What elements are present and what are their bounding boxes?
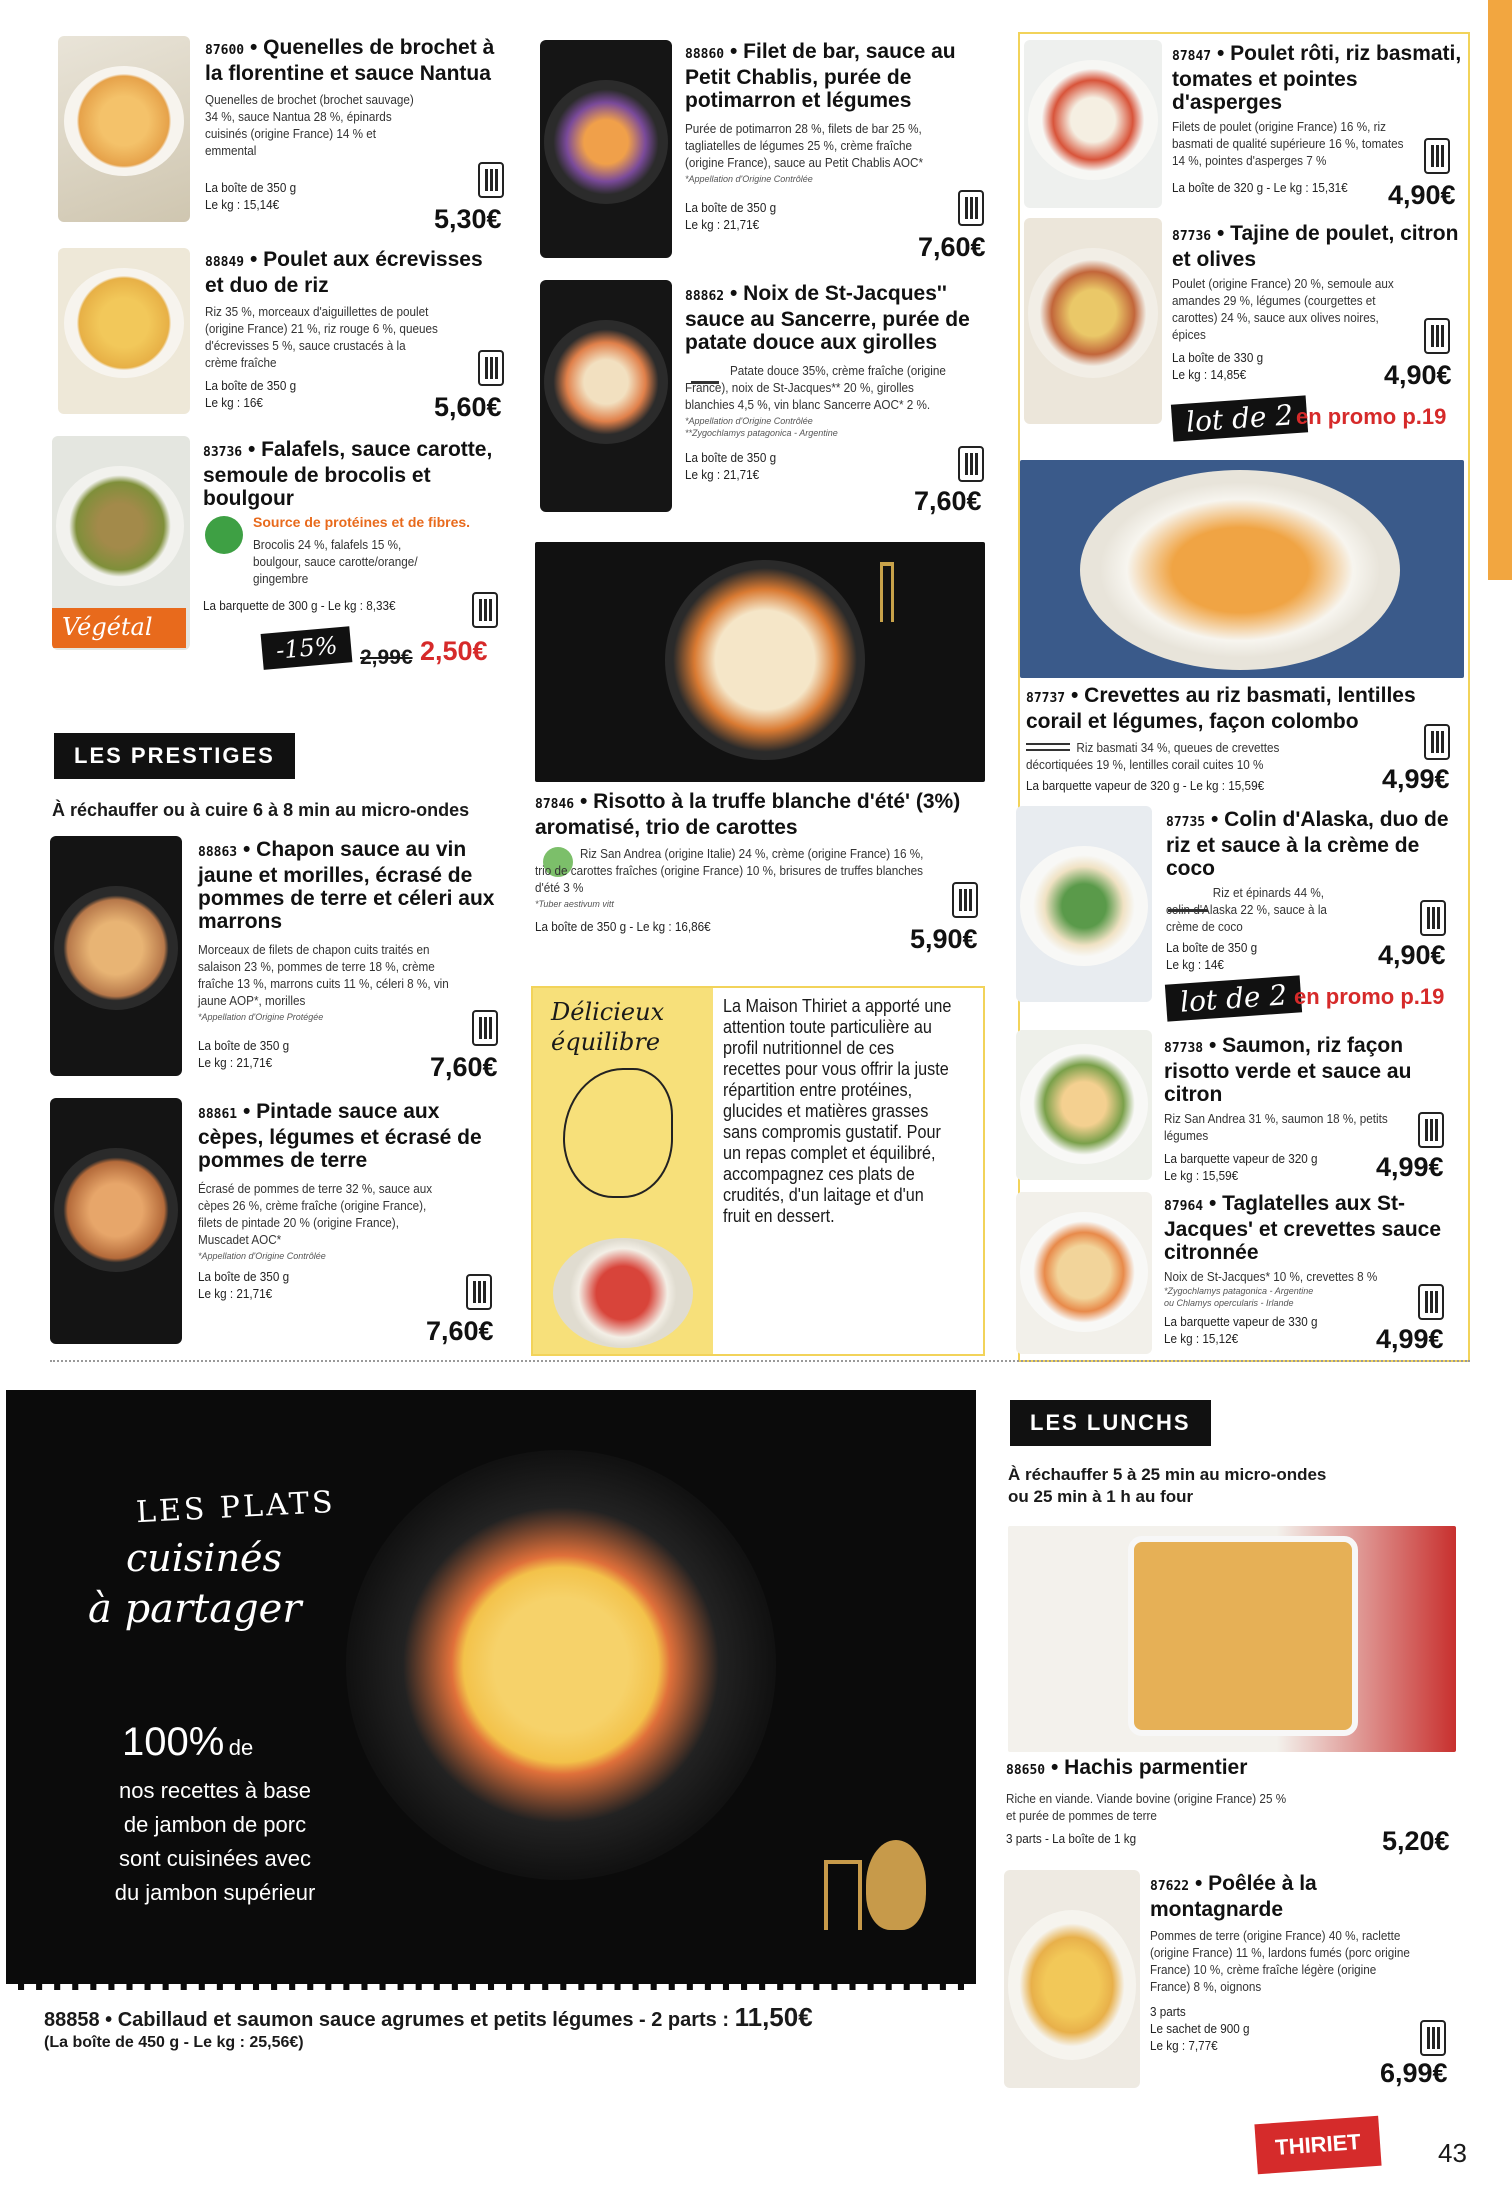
footnote: *Appellation d'Origine Protégée <box>198 1012 324 1022</box>
product-name: Quenelles de brochet à la florentine et sauce Nantua <box>205 36 495 85</box>
product-description: Écrasé de pommes de terre 32 %, sauce aux cèpes 26 %, crème fraîche (origine France), filets de pintade 20 % (origine France), Muscadet AOC* <box>198 1181 433 1247</box>
product-code: 87622 <box>1150 1879 1190 1894</box>
spoon-icon <box>866 1840 926 1930</box>
banner-text-line: sont cuisinées avec <box>119 1846 311 1871</box>
footnote: ou Chlamys opercularis - Irlande <box>1164 1298 1294 1308</box>
product-code: 87737 <box>1026 691 1066 706</box>
product-87847: 87847 • Poulet rôti, riz basmati, tomates et pointes d'asperges Filets de poulet (origine France) 16 %, riz basmati de qualité supérieure 16 %, tomates 14 %, pointes d'asperges 7 % La boîte de 320 g - Le kg : 15,31€ <box>1172 42 1462 195</box>
banner-caption-detail: (La boîte de 450 g - Le kg : 25,56€) <box>44 2034 304 2051</box>
product-code: 87738 <box>1164 1041 1204 1056</box>
thiriet-logo: THIRIET <box>1254 2116 1381 2175</box>
product-photo-st-jacques <box>540 280 672 512</box>
product-88861: 88861 • Pintade sauce aux cèpes, légumes et écrasé de pommes de terre Écrasé de pommes de terre 32 %, sauce aux cèpes 26 %, crème fraîche (origine France), filets de pintade 20 % (origine France), Muscadet AOC* *Appellation d'Origine Contrôlée La boîte de 350 g Le kg : 21,71€ <box>198 1100 508 1302</box>
product-weight: La boîte de 350 g <box>685 200 777 215</box>
product-photo-pintade <box>50 1098 182 1344</box>
product-price: 5,20€ <box>1382 1826 1450 1856</box>
product-code: 88862 <box>685 289 725 304</box>
product-name: Pintade sauce aux cèpes, légumes et écrasé de pommes de terre <box>198 1100 482 1172</box>
banner-photo-cabillaud <box>346 1450 776 1880</box>
microwave-icon <box>1420 2020 1446 2056</box>
product-price: 7,60€ <box>430 1052 498 1082</box>
product-price: 4,99€ <box>1376 1152 1444 1182</box>
script-heading: équilibre <box>551 1028 661 1056</box>
product-description: Pommes de terre (origine France) 40 %, raclette (origine France) 11 %, lardons fumés (porc origine France) 10 %, crème fraîche légère (origine France) 8 %, oignons <box>1150 1928 1410 1994</box>
microwave-icon <box>958 190 984 226</box>
product-description: Riche en viande. Viande bovine (origine France) 25 % <box>1006 1791 1287 1806</box>
product-photo-filet-de-bar <box>540 40 672 258</box>
product-name: Taglatelles aux St-Jacques' et crevettes sauce citronnée <box>1164 1192 1441 1264</box>
product-name: Noix de St-Jacques'' sauce au Sancerre, purée de patate douce aux girolles <box>685 282 970 354</box>
product-description: et purée de pommes de terre <box>1006 1808 1157 1823</box>
product-code: 87736 <box>1172 229 1212 244</box>
product-price: 2,50€ <box>420 636 488 666</box>
product-weight: La boîte de 350 g - Le kg : 16,86€ <box>535 919 711 934</box>
fork-icon <box>824 1860 862 1930</box>
product-price-per-kg: Le kg : 21,71€ <box>685 217 760 232</box>
microwave-icon <box>1424 138 1450 174</box>
product-name: Hachis parmentier <box>1064 1756 1248 1779</box>
microwave-icon <box>1418 1112 1444 1148</box>
product-price-per-kg: Le kg : 14,85€ <box>1172 367 1247 382</box>
product-photo-quenelles <box>58 36 190 222</box>
product-code: 88861 <box>198 1107 238 1122</box>
product-photo-taglatelles <box>1016 1192 1152 1354</box>
old-price: 2,99€ <box>360 646 413 669</box>
footnote: *Zygochlamys patagonica - Argentine <box>1164 1286 1314 1296</box>
product-code: 88650 <box>1006 1763 1046 1778</box>
product-name: Chapon sauce au vin jaune et morilles, écrasé de pommes de terre et céleri aux marrons <box>198 838 495 933</box>
product-price-per-kg: Le kg : 21,71€ <box>685 467 760 482</box>
footnote: *Appellation d'Origine Contrôlée <box>685 416 813 426</box>
product-price-per-kg: Le kg : 15,14€ <box>205 197 280 212</box>
product-weight: La boîte de 350 g <box>198 1269 290 1284</box>
product-description: Brocolis 24 %, falafels 15 %, boulgour, sauce carotte/orange/ gingembre <box>253 537 418 586</box>
product-code: 83736 <box>203 445 243 460</box>
script-heading: Délicieux <box>551 998 665 1026</box>
footnote: *Appellation d'Origine Contrôlée <box>198 1251 326 1261</box>
product-weight: La boîte de 330 g <box>1172 350 1264 365</box>
product-description: Poulet (origine France) 20 %, semoule aux amandes 29 %, légumes (courgettes et carottes) 24 %, sauce aux olives noires, épices <box>1172 276 1394 342</box>
discount-badge: -15% <box>261 626 353 670</box>
product-price: 4,90€ <box>1384 360 1452 390</box>
product-87846: 87846 • Risotto à la truffe blanche d'été' (3%) aromatisé, trio de carottes Riz San Andrea (origine Italie) 24 %, crème (origine France) 16 %, trio de carottes fraîches (origine France) 10 %, brisures de truffes blanches d'été 3 % *Tuber aestivum vitt La boîte de 350 g - Le kg : 16,86€ <box>535 790 985 935</box>
lot-de-2-badge: lot de 2 <box>1165 975 1302 1021</box>
banner-text-line: de jambon de porc <box>123 1812 307 1837</box>
product-88849: 88849 • Poulet aux écrevisses et duo de riz Riz 35 %, morceaux d'aiguillettes de poulet (origine France) 21 %, riz rouge 6 %, queues d'écrevisses 5 %, sauce crustacés à la crème fraîche La boîte de 350 g Le kg : 16€ <box>205 248 483 410</box>
product-code: 88860 <box>685 47 725 62</box>
footnote: *Appellation d'Origine Contrôlée <box>685 174 813 184</box>
product-88863: 88863 • Chapon sauce au vin jaune et morilles, écrasé de pommes de terre et céleri aux marrons Morceaux de filets de chapon cuits traités en salaison 23 %, pommes de terre 18 %, crème fraîche 13 %, marrons cuits 11 %, céleri 8 %, vin jaune AOP*, morilles *Appellation d'Origine Protégée La boîte de 350 g Le kg : 21,71€ <box>198 838 508 1071</box>
product-weight: Le sachet de 900 g <box>1150 2021 1250 2036</box>
product-weight: La boîte de 320 g - Le kg : 15,31€ <box>1172 180 1348 195</box>
microwave-icon <box>958 446 984 482</box>
product-87737: 87737 • Crevettes au riz basmati, lentilles corail et légumes, façon colombo Riz basmati 34 %, queues de crevettes décortiquées 19 %, lentilles corail cuites 10 % La barquette vapeur de 320 g - Le kg : 15,59€ <box>1026 684 1466 794</box>
protein-source-label: Source de protéines et de fibres. <box>253 514 471 530</box>
product-photo-tajine <box>1024 218 1162 424</box>
banner-text-line: du jambon supérieur <box>114 1880 316 1905</box>
footnote: *Tuber aestivum vitt <box>535 899 614 909</box>
product-87738: 87738 • Saumon, riz façon risotto verde et sauce au citron Riz San Andrea 31 %, saumon 18 %, petits légumes La barquette vapeur de 320 g Le kg : 15,59€ <box>1164 1034 1464 1184</box>
product-photo-saumon <box>1016 1030 1152 1180</box>
product-price: 4,99€ <box>1382 764 1450 794</box>
product-code: 87964 <box>1164 1199 1204 1214</box>
product-description: Morceaux de filets de chapon cuits traités en salaison 23 %, pommes de terre 18 %, crème fraîche 13 %, marrons cuits 11 %, céleri 8 %, vin jaune AOP*, morilles <box>198 942 449 1008</box>
product-description: Riz basmati 34 %, queues de crevettes décortiquées 19 %, lentilles corail cuites 10 % <box>1026 740 1280 772</box>
vegetal-badge: Végétal <box>52 608 186 648</box>
product-weight: La boîte de 350 g <box>685 450 777 465</box>
footnote: **Zygochlamys patagonica - Argentine <box>685 428 838 438</box>
product-code: 88849 <box>205 255 245 270</box>
product-code: 87846 <box>535 797 575 812</box>
product-weight: La barquette vapeur de 320 g - Le kg : 15,59€ <box>1026 778 1265 793</box>
product-weight: 3 parts - La boîte de 1 kg <box>1006 1831 1137 1846</box>
product-name: Crevettes au riz basmati, lentilles corail et légumes, façon colombo <box>1026 684 1416 733</box>
product-price: 4,90€ <box>1378 940 1446 970</box>
product-photo-colin <box>1016 806 1152 1002</box>
microwave-icon <box>1420 900 1446 936</box>
banner-title-line3: à partager <box>88 1586 302 1632</box>
banner-text-line: nos recettes à base <box>118 1778 311 1803</box>
product-price-per-kg: Le kg : 7,77€ <box>1150 2038 1218 2053</box>
product-photo-chapon <box>50 836 182 1076</box>
product-weight: La boîte de 350 g <box>198 1038 290 1053</box>
product-price: 7,60€ <box>914 486 982 516</box>
product-code: 87600 <box>205 43 245 58</box>
product-name: Poêlée à la montagnarde <box>1150 1872 1317 1921</box>
product-description: Quenelles de brochet (brochet sauvage) 34 %, sauce Nantua 28 %, épinards cuisinés (origine France) 14 % et emmental <box>205 92 414 158</box>
lunchs-subtitle <box>1008 1464 1326 1508</box>
lunchs-subtitle-line1: À réchauffer 5 à 25 min au micro-ondes <box>1008 1465 1327 1484</box>
product-price: 5,90€ <box>910 924 978 954</box>
product-weight: La barquette vapeur de 320 g <box>1164 1151 1318 1166</box>
product-name: Saumon, riz façon risotto verde et sauce au citron <box>1164 1034 1412 1106</box>
banner-de: de <box>228 1735 254 1760</box>
section-heading-lunchs: LES LUNCHS <box>1010 1400 1211 1446</box>
banner-caption-price: 11,50€ <box>734 2002 813 2032</box>
microwave-icon <box>1418 1284 1444 1320</box>
product-price-per-kg: Le kg : 21,71€ <box>198 1286 273 1301</box>
product-name: Poulet rôti, riz basmati, tomates et pointes d'asperges <box>1172 42 1462 114</box>
product-price-per-kg: Le kg : 15,59€ <box>1164 1168 1239 1183</box>
leaf-icon <box>205 516 243 554</box>
product-name: Poulet aux écrevisses et duo de riz <box>205 248 483 297</box>
product-description: Riz 35 %, morceaux d'aiguillettes de poulet (origine France) 21 %, riz rouge 6 %, queues d'écrevisses 5 %, sauce crustacés à la crème fraîche <box>205 304 438 370</box>
product-photo-crevettes <box>1020 460 1464 678</box>
product-photo-poulet-roti <box>1024 40 1162 208</box>
product-photo-small-dish <box>553 1238 693 1348</box>
promo-link[interactable]: en promo p.19 <box>1294 984 1445 1009</box>
product-description: Riz et épinards 44 %, colin d'Alaska 22 %, sauce à la crème de coco <box>1166 885 1327 934</box>
product-price: 4,90€ <box>1388 180 1456 210</box>
product-price-per-kg: Le kg : 21,71€ <box>198 1055 273 1070</box>
product-name: Risotto à la truffe blanche d'été' (3%) aromatisé, trio de carottes <box>535 790 961 839</box>
banner-caption <box>44 2002 813 2033</box>
product-price: 7,60€ <box>918 232 986 262</box>
product-weight: La boîte de 350 g <box>1166 940 1258 955</box>
microwave-icon <box>1424 318 1450 354</box>
product-description: Filets de poulet (origine France) 16 %, riz basmati de qualité supérieure 16 %, tomates 14 %, pointes d'asperges 7 % <box>1172 119 1404 168</box>
product-name: Colin d'Alaska, duo de riz et sauce à la crème de coco <box>1166 808 1449 880</box>
microwave-icon <box>478 162 504 198</box>
prestiges-subtitle: À réchauffer ou à cuire 6 à 8 min au micro-ondes <box>52 800 470 820</box>
product-code: 87735 <box>1166 815 1206 830</box>
microwave-icon <box>472 1010 498 1046</box>
microwave-icon <box>1424 724 1450 760</box>
product-price: 7,60€ <box>426 1316 494 1346</box>
product-87600: 87600 • Quenelles de brochet à la florentine et sauce Nantua Quenelles de brochet (brochet sauvage) 34 %, sauce Nantua 28 %, épinards cuisinés (origine France) 14 % et emmental La boîte de 350 g Le kg : 15,14€ <box>205 36 495 212</box>
lot-de-2-badge: lot de 2 <box>1171 395 1308 441</box>
orange-page-edge <box>1488 0 1512 580</box>
product-photo-falafels <box>52 436 190 650</box>
product-photo-risotto <box>535 542 985 782</box>
section-divider <box>50 1360 1470 1362</box>
product-price-per-kg: Le kg : 15,12€ <box>1164 1331 1239 1346</box>
nutrition-info-box <box>531 986 985 1356</box>
product-weight: La boîte de 350 g <box>205 378 297 393</box>
microwave-icon <box>466 1274 492 1310</box>
rooster-icon <box>563 1068 673 1198</box>
plats-partager-banner <box>6 1390 976 1990</box>
product-87964: 87964 • Taglatelles aux St-Jacques' et crevettes sauce citronnée Noix de St-Jacques* 10 %, crevettes 8 % *Zygochlamys patagonica - Argentine ou Chlamys opercularis - Irlande La barquette vapeur de 330 g Le kg : 15,12€ <box>1164 1192 1464 1347</box>
product-weight: La boîte de 350 g <box>205 180 297 195</box>
section-heading-prestiges: LES PRESTIGES <box>54 733 295 779</box>
product-88860: 88860 • Filet de bar, sauce au Petit Chablis, purée de potimarron et légumes Purée de potimarron 28 %, filets de bar 25 %, tagliatelles de légumes 25 %, crème fraîche (origine France), sauce au Petit Chablis AOC* *Appellation d'Origine Contrôlée La boîte de 350 g Le kg : 21,71€ <box>685 40 995 233</box>
product-87622: 87622 • Poêlée à la montagnarde Pommes de terre (origine France) 40 %, raclette (origine France) 11 %, lardons fumés (porc origine France) 10 %, crème fraîche légère (origine France) 8 %, oignons 3 parts Le sachet de 900 g Le kg : 7,77€ <box>1150 1872 1410 2053</box>
product-description: Patate douce 35%, crème fraîche (origine France), noix de St-Jacques** 20 %, girolles blanchies 4,5 %, vin blanc Sancerre AOC* 2 %. <box>685 363 946 412</box>
product-portions: 3 parts <box>1150 2004 1186 2019</box>
product-83736: 83736 • Falafels, sauce carotte, semoule de brocolis et boulgour Source de protéines et de fibres. Brocolis 24 %, falafels 15 %, boulgour, sauce carotte/orange/ gingembre La barquette de 300 g - Le kg : 8,33€ <box>203 438 513 614</box>
banner-title-line1: LES PLATS <box>135 1484 337 1531</box>
product-88862: 88862 • Noix de St-Jacques'' sauce au Sancerre, purée de patate douce aux girolles Patate douce 35%, crème fraîche (origine France), noix de St-Jacques** 20 %, girolles blanchies 4,5 %, vin blanc Sancerre AOC* 2 %. *Appellation d'Origine Contrôlée **Zygochlamys patagonica - Argentine La boîte de 350 g Le kg : 21,71€ <box>685 282 995 483</box>
product-name: Filet de bar, sauce au Petit Chablis, purée de potimarron et légumes <box>685 40 956 112</box>
product-description: Noix de St-Jacques* 10 %, crevettes 8 % <box>1164 1269 1378 1284</box>
product-name: Tajine de poulet, citron et olives <box>1172 222 1459 271</box>
product-weight: La barquette vapeur de 330 g <box>1164 1314 1318 1329</box>
product-price: 4,99€ <box>1376 1324 1444 1354</box>
microwave-icon <box>952 882 978 918</box>
product-photo-poelee <box>1004 1870 1140 2088</box>
product-price: 5,30€ <box>434 204 502 234</box>
product-price: 5,60€ <box>434 392 502 422</box>
promo-link[interactable]: en promo p.19 <box>1296 404 1447 429</box>
microwave-icon <box>478 350 504 386</box>
product-photo-poulet-ecrevisses <box>58 248 190 414</box>
product-88650: 88650 • Hachis parmentier Riche en viande. Viande bovine (origine France) 25 % et purée de pommes de terre 3 parts - La boîte de 1 kg <box>1006 1756 1446 1847</box>
product-description: Riz San Andrea 31 %, saumon 18 %, petits légumes <box>1164 1111 1388 1143</box>
product-code: 88863 <box>198 845 238 860</box>
product-description: Purée de potimarron 28 %, filets de bar 25 %, tagliatelles de légumes 25 %, crème fraîche (origine France), sauce au Petit Chablis AOC* <box>685 121 924 170</box>
product-name: Falafels, sauce carotte, semoule de brocolis et boulgour <box>203 438 493 510</box>
product-code: 87847 <box>1172 49 1212 64</box>
banner-title-line2: cuisinés <box>126 1536 283 1580</box>
product-weight: La barquette de 300 g - Le kg : 8,33€ <box>203 598 396 613</box>
baking-dish <box>1128 1536 1358 1736</box>
lunchs-subtitle-line2: ou 25 min à 1 h au four <box>1008 1487 1194 1506</box>
product-87735: 87735 • Colin d'Alaska, duo de riz et sauce à la crème de coco Riz et épinards 44 %, colin d'Alaska 22 %, sauce à la crème de coco La boîte de 350 g Le kg : 14€ <box>1166 808 1449 972</box>
product-price-per-kg: Le kg : 14€ <box>1166 957 1224 972</box>
banner-percentage: 100% <box>122 1720 225 1764</box>
page-number: 43 <box>1438 2138 1467 2168</box>
product-price-per-kg: Le kg : 16€ <box>205 395 263 410</box>
product-87736: 87736 • Tajine de poulet, citron et olives Poulet (origine France) 20 %, semoule aux amandes 29 %, légumes (courgettes et carottes) 24 %, sauce aux olives noires, épices La boîte de 330 g Le kg : 14,85€ <box>1172 222 1459 382</box>
yellow-panel <box>533 988 713 1354</box>
product-description: Riz San Andrea (origine Italie) 24 %, crème (origine France) 16 %, trio de carottes fraîches (origine France) 10 %, brisures de truffes blanches d'été 3 % <box>535 846 924 895</box>
nutrition-text: La Maison Thiriet a apporté une attention toute particulière au profil nutritionnel de ces recettes pour vous offrir la juste répartition entre protéines, glucides et matières grasses sans compromis gustatif. Pour un repas complet et équilibré, accompagnez ces plats de crudités, d'un laitage et d'un fruit en dessert. <box>723 996 952 1226</box>
product-price: 6,99€ <box>1380 2058 1448 2088</box>
product-photo-hachis <box>1008 1526 1456 1752</box>
fork-icon <box>880 562 894 622</box>
microwave-icon <box>472 592 498 628</box>
banner-caption-text: 88858 • Cabillaud et saumon sauce agrumes et petits légumes - 2 parts : <box>44 2009 730 2031</box>
